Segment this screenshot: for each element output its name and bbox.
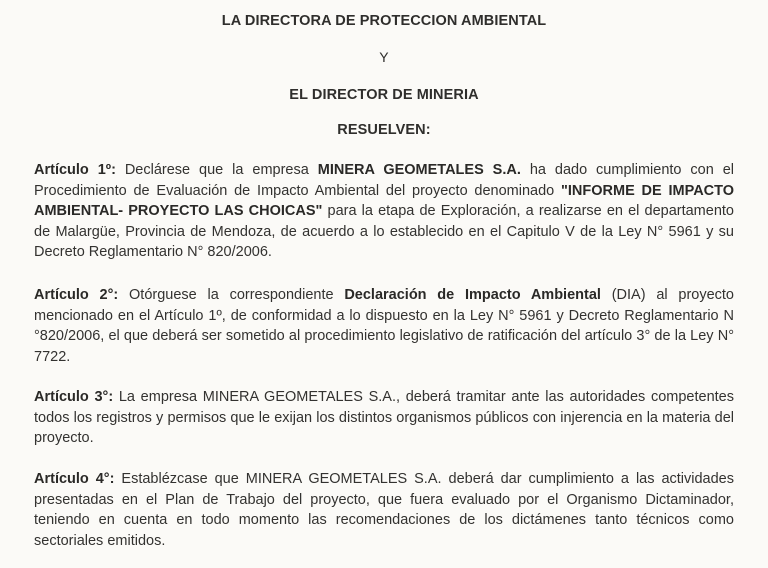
article-2	[34, 285, 734, 367]
article-2-text-1: Otórguese la correspondiente	[118, 287, 345, 303]
article-1-text-2: ha dado cumplimiento con el Procedimiento de Evaluación de Impacto Ambiental del proyecto denominado	[34, 162, 735, 199]
article-2-text-2: (DIA) al proyecto mencionado en el Artículo 1º, de conformidad a lo dispuesto en la Ley N° 5961 y Decreto Reglamentario N °820/2006, el que deberá ser sometido al procedimiento legislativo de ratificación del artículo 3° de la Ley N° 7722.	[34, 287, 734, 365]
article-3-label: Artículo 3°:	[34, 389, 114, 405]
article-4-text: Establézcase que MINERA GEOMETALES S.A. deberá dar cumplimiento a las actividades presentadas en el Plan de Trabajo del proyecto, que fuera evaluado por el Organismo Dictaminador, teniendo en cuenta en todo momento las recomendaciones de los dictámenes tanto técnicos como sectoriales emitidos.	[34, 471, 734, 549]
article-2-label: Artículo 2°:	[34, 287, 119, 303]
article-1-company: MINERA GEOMETALES S.A.	[317, 162, 521, 178]
article-1-project-name: "INFORME DE IMPACTO AMBIENTAL- PROYECTO LAS CHOICAS"	[34, 182, 735, 219]
article-2-dia: Declaración de Impacto Ambiental	[344, 287, 601, 303]
article-4-label: Artículo 4°:	[34, 471, 115, 487]
heading-conjunction: Y	[379, 49, 389, 65]
heading-directora: LA DIRECTORA DE PROTECCION AMBIENTAL	[221, 13, 547, 29]
heading-resuelven: RESUELVEN:	[337, 122, 431, 138]
article-1-label: Artículo 1º:	[34, 162, 116, 178]
article-1-text-3: para la etapa de Exploración, a realizarse en el departamento de Malargüe, Provincia de Mendoza, de acuerdo a lo establecido en el Capitulo V de la Ley N° 5961 y su Decreto Reglamentario N° 820/2006.	[34, 203, 734, 260]
article-3-text: La empresa MINERA GEOMETALES S.A., deberá tramitar ante las autoridades competentes todos los registros y permisos que le exijan los distintos organismos públicos con injerencia en la materia del proyecto.	[34, 389, 734, 446]
heading-director: EL DIRECTOR DE MINERIA	[289, 87, 479, 103]
article-1-text-1: Declárese que la empresa	[115, 162, 318, 178]
article-1	[34, 160, 734, 263]
article-4	[34, 469, 734, 551]
article-3	[34, 387, 734, 449]
